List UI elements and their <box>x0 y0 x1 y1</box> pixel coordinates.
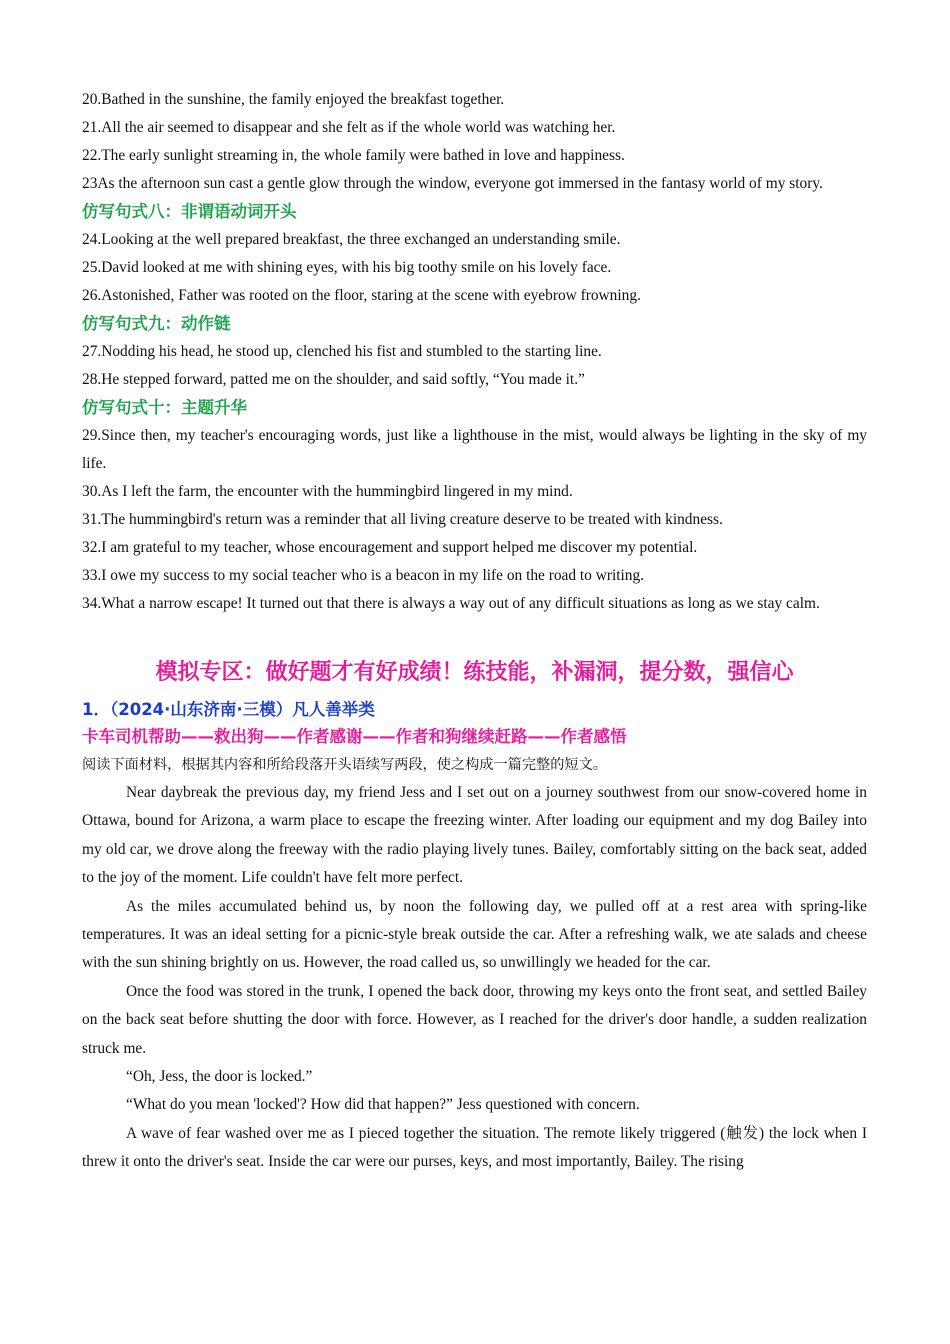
question-plot-chain: 卡车司机帮助——救出狗——作者感谢——作者和狗继续赶路——作者感悟 <box>82 727 627 746</box>
passage-dialogue: “What do you mean 'locked'? How did that happen?” Jess questioned with concern. <box>126 1096 640 1114</box>
sentence-25: 25.David looked at me with shining eyes, with his big toothy smile on his lovely face. <box>82 259 612 276</box>
sentence-34: 34.What a narrow escape! It turned out that there is always a way out of any difficult situations as long as we stay calm. <box>82 595 820 612</box>
sentence-33: 33.I owe my success to my social teacher who is a beacon in my life on the road to writing. <box>82 567 645 584</box>
sentence-29: 29.Since then, my teacher's encouraging words, just like a lighthouse in the mist, would always be lighting in the sky of my life. <box>82 427 867 472</box>
sentence-20: 20.Bathed in the sunshine, the family enjoyed the breakfast together. <box>82 91 505 108</box>
question-title: 1．（2024·山东济南·三模）凡人善举类 <box>82 700 375 719</box>
practice-zone-title: 模拟专区：做好题才有好成绩！练技能，补漏洞，提分数，强信心 <box>155 660 794 685</box>
sentence-21: 21.All the air seemed to disappear and she felt as if the whole world was watching her. <box>82 119 616 136</box>
passage-paragraph: As the miles accumulated behind us, by noon the following day, we pulled off at a rest area with spring-like temperatures. It was an ideal setting for a picnic-style break outside the car. After a refreshing walk, we ate salads and cheese with the sun shining brightly on us. However, the road called us, so unwillingly we headed for the car. <box>82 897 867 972</box>
sentence-32: 32.I am grateful to my teacher, whose encouragement and support helped me discover my potential. <box>82 539 698 556</box>
sentence-22: 22.The early sunlight streaming in, the whole family were bathed in love and happiness. <box>82 147 625 164</box>
sentence-31: 31.The hummingbird's return was a reminder that all living creature deserve to be treated with kindness. <box>82 511 723 528</box>
heading-pattern-10: 仿写句式十：主题升华 <box>82 398 247 417</box>
sentence-30: 30.As I left the farm, the encounter with the hummingbird lingered in my mind. <box>82 483 573 500</box>
sentence-26: 26.Astonished, Father was rooted on the floor, staring at the scene with eyebrow frowning. <box>82 287 641 304</box>
heading-pattern-9: 仿写句式九：动作链 <box>82 314 231 333</box>
sentence-23: 23As the afternoon sun cast a gentle glow through the window, everyone got immersed in the fantasy world of my story. <box>82 175 823 192</box>
passage-paragraph: Once the food was stored in the trunk, I opened the back door, throwing my keys onto the front seat, and settled Bailey on the back seat before shutting the door with force. However, as I reached for the driver's door handle, a sudden realization struck me. <box>82 982 867 1057</box>
sentence-24: 24.Looking at the well prepared breakfast, the three exchanged an understanding smile. <box>82 231 621 248</box>
sentence-28: 28.He stepped forward, patted me on the shoulder, and said softly, “You made it.” <box>82 371 585 388</box>
passage-paragraph: A wave of fear washed over me as I pieced together the situation. The remote likely triggered (触发) the lock when I threw it onto the driver's seat. Inside the car were our purses, keys, and most importantly, Bailey. The rising <box>82 1124 867 1171</box>
document-page <box>82 86 867 1177</box>
heading-pattern-8: 仿写句式八：非谓语动词开头 <box>82 202 297 221</box>
passage-dialogue: “Oh, Jess, the door is locked.” <box>126 1068 313 1086</box>
sentence-27: 27.Nodding his head, he stood up, clenched his fist and stumbled to the starting line. <box>82 343 602 360</box>
question-instruction: 阅读下面材料，根据其内容和所给段落开头语续写两段，使之构成一篇完整的短文。 <box>82 757 607 773</box>
passage-paragraph: Near daybreak the previous day, my friend Jess and I set out on a journey southwest from our snow-covered home in Ottawa, bound for Arizona, a warm place to escape the freezing winter. After loading our equipment and my dog Bailey into my old car, we drove along the freeway with the radio playing lively tunes. Bailey, comfortably sitting on the back seat, added to the joy of the moment. Life couldn't have felt more perfect. <box>82 784 867 887</box>
